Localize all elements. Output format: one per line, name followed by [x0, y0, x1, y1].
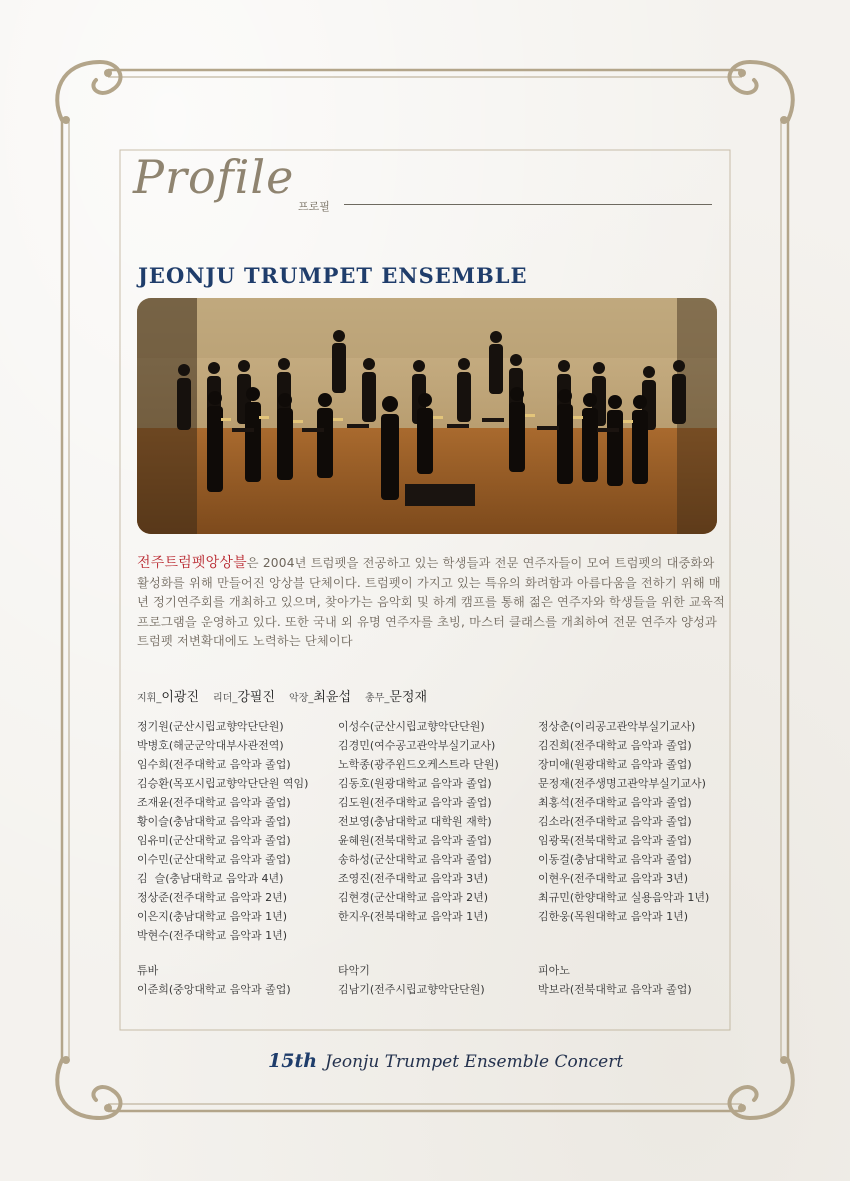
list-item: 윤혜원(전북대학교 음악과 졸업) — [338, 834, 492, 847]
list-item: 문정재(전주생명고관악부실기교사) — [538, 777, 706, 790]
list-item: 김한웅(목원대학교 음악과 1년) — [538, 910, 689, 923]
piano-section — [538, 961, 692, 999]
list-item: 조재윤(전주대학교 음악과 졸업) — [137, 796, 291, 809]
list-item: 이은지(충남대학교 음악과 1년) — [137, 910, 288, 923]
leader-role: 총무_ — [365, 693, 390, 704]
list-item: 황이슬(충남대학교 음악과 졸업) — [137, 815, 291, 828]
list-item: 이수민(군산대학교 음악과 졸업) — [137, 853, 291, 866]
leader-manager — [365, 686, 427, 705]
member-column-3 — [538, 717, 709, 926]
section-label: 튜바 — [137, 964, 159, 977]
list-item: 전보영(충남대학교 대학원 재학) — [338, 815, 492, 828]
leader-name: 이광진 — [161, 690, 200, 705]
list-item: 김 슬(충남대학교 음악과 4년) — [137, 872, 284, 885]
list-item: 정기원(군산시립교향악단단원) — [137, 720, 284, 733]
list-item: 이현우(전주대학교 음악과 3년) — [538, 872, 689, 885]
list-item: 정상춘(이리공고관악부실기교사) — [538, 720, 696, 733]
profile-heading: Profile — [133, 150, 295, 204]
ensemble-photo — [137, 298, 717, 534]
list-item: 노학종(광주윈드오케스트라 단원) — [338, 758, 499, 771]
leadership-line — [137, 686, 427, 705]
list-item: 김현경(군산대학교 음악과 2년) — [338, 891, 489, 904]
leader-role: 지휘_ — [137, 693, 162, 704]
list-item: 최홍석(전주대학교 음악과 졸업) — [538, 796, 692, 809]
list-item: 박현수(전주대학교 음악과 1년) — [137, 929, 288, 942]
list-item: 송하성(군산대학교 음악과 졸업) — [338, 853, 492, 866]
tuba-section — [137, 961, 291, 999]
list-item: 김동호(원광대학교 음악과 졸업) — [338, 777, 492, 790]
list-item: 조영진(전주대학교 음악과 3년) — [338, 872, 489, 885]
list-item: 이준희(중앙대학교 음악과 졸업) — [137, 983, 291, 996]
list-item: 김승환(목포시립교향악단단원 역임) — [137, 777, 309, 790]
list-item: 최규민(한양대학교 실용음악과 1년) — [538, 891, 710, 904]
list-item: 김진희(전주대학교 음악과 졸업) — [538, 739, 692, 752]
list-item: 임유미(군산대학교 음악과 졸업) — [137, 834, 291, 847]
section-label: 타악기 — [338, 964, 370, 977]
list-item: 박보라(전북대학교 음악과 졸업) — [538, 983, 692, 996]
heading-rule — [344, 204, 712, 205]
member-column-2 — [338, 717, 499, 926]
list-item: 박병호(해군군악대부사관전역) — [137, 739, 284, 752]
leader-role: 악장_ — [289, 693, 314, 704]
list-item: 김소라(전주대학교 음악과 졸업) — [538, 815, 692, 828]
concert-footer — [268, 1050, 623, 1072]
list-item: 이동걸(충남대학교 음악과 졸업) — [538, 853, 692, 866]
list-item: 이성수(군산시립교향악단단원) — [338, 720, 485, 733]
list-item: 한지우(전북대학교 음악과 1년) — [338, 910, 489, 923]
list-item: 김경민(여수공고관악부실기교사) — [338, 739, 496, 752]
concert-number: 15th — [268, 1050, 318, 1072]
percussion-section — [338, 961, 485, 999]
list-item: 장미애(원광대학교 음악과 졸업) — [538, 758, 692, 771]
leader-concertmaster — [289, 686, 351, 705]
member-column-1 — [137, 717, 308, 945]
leader-role: 리더_ — [213, 693, 238, 704]
ensemble-title: JEONJU TRUMPET ENSEMBLE — [138, 263, 528, 288]
leader-conductor — [137, 686, 199, 705]
profile-subheading: 프로필 — [298, 200, 330, 213]
section-label: 피아노 — [538, 964, 570, 977]
list-item: 임수희(전주대학교 음악과 졸업) — [137, 758, 291, 771]
concert-title: Jeonju Trumpet Ensemble Concert — [325, 1052, 624, 1072]
ensemble-name-highlight: 전주트럼펫앙상블 — [137, 555, 247, 571]
leader-name: 최윤섭 — [313, 690, 352, 705]
leader-leader — [213, 686, 275, 705]
ensemble-introduction — [137, 554, 727, 652]
list-item: 김도원(전주대학교 음악과 졸업) — [338, 796, 492, 809]
intro-body: 은 2004년 트럼펫을 전공하고 있는 학생들과 전문 연주자들이 모여 트럼펫의 대중화와 활성화를 위해 만들어진 앙상블 단체이다. 트럼펫이 가지고 있는 특유의 화려함과 아름다움을 전하기 위해 매년 정기연주회를 개최하고 있으며, 찾아가는 음악회 및 하계 캠프를 통해 젊은 연주자와 학생들을 위한 교육적 프로그램을 운영하고 있다. 또한 국내 외 유명 연주자를 초빙, 마스터 클래스를 개최하여 전문 연주자 양성과 트럼펫 저변확대에도 노력하는 단체이다 — [137, 556, 725, 648]
leader-name: 문정재 — [389, 690, 428, 705]
list-item: 임광묵(전북대학교 음악과 졸업) — [538, 834, 692, 847]
list-item: 김남기(전주시립교향악단단원) — [338, 983, 485, 996]
list-item: 정상준(전주대학교 음악과 2년) — [137, 891, 288, 904]
leader-name: 강필진 — [237, 690, 276, 705]
